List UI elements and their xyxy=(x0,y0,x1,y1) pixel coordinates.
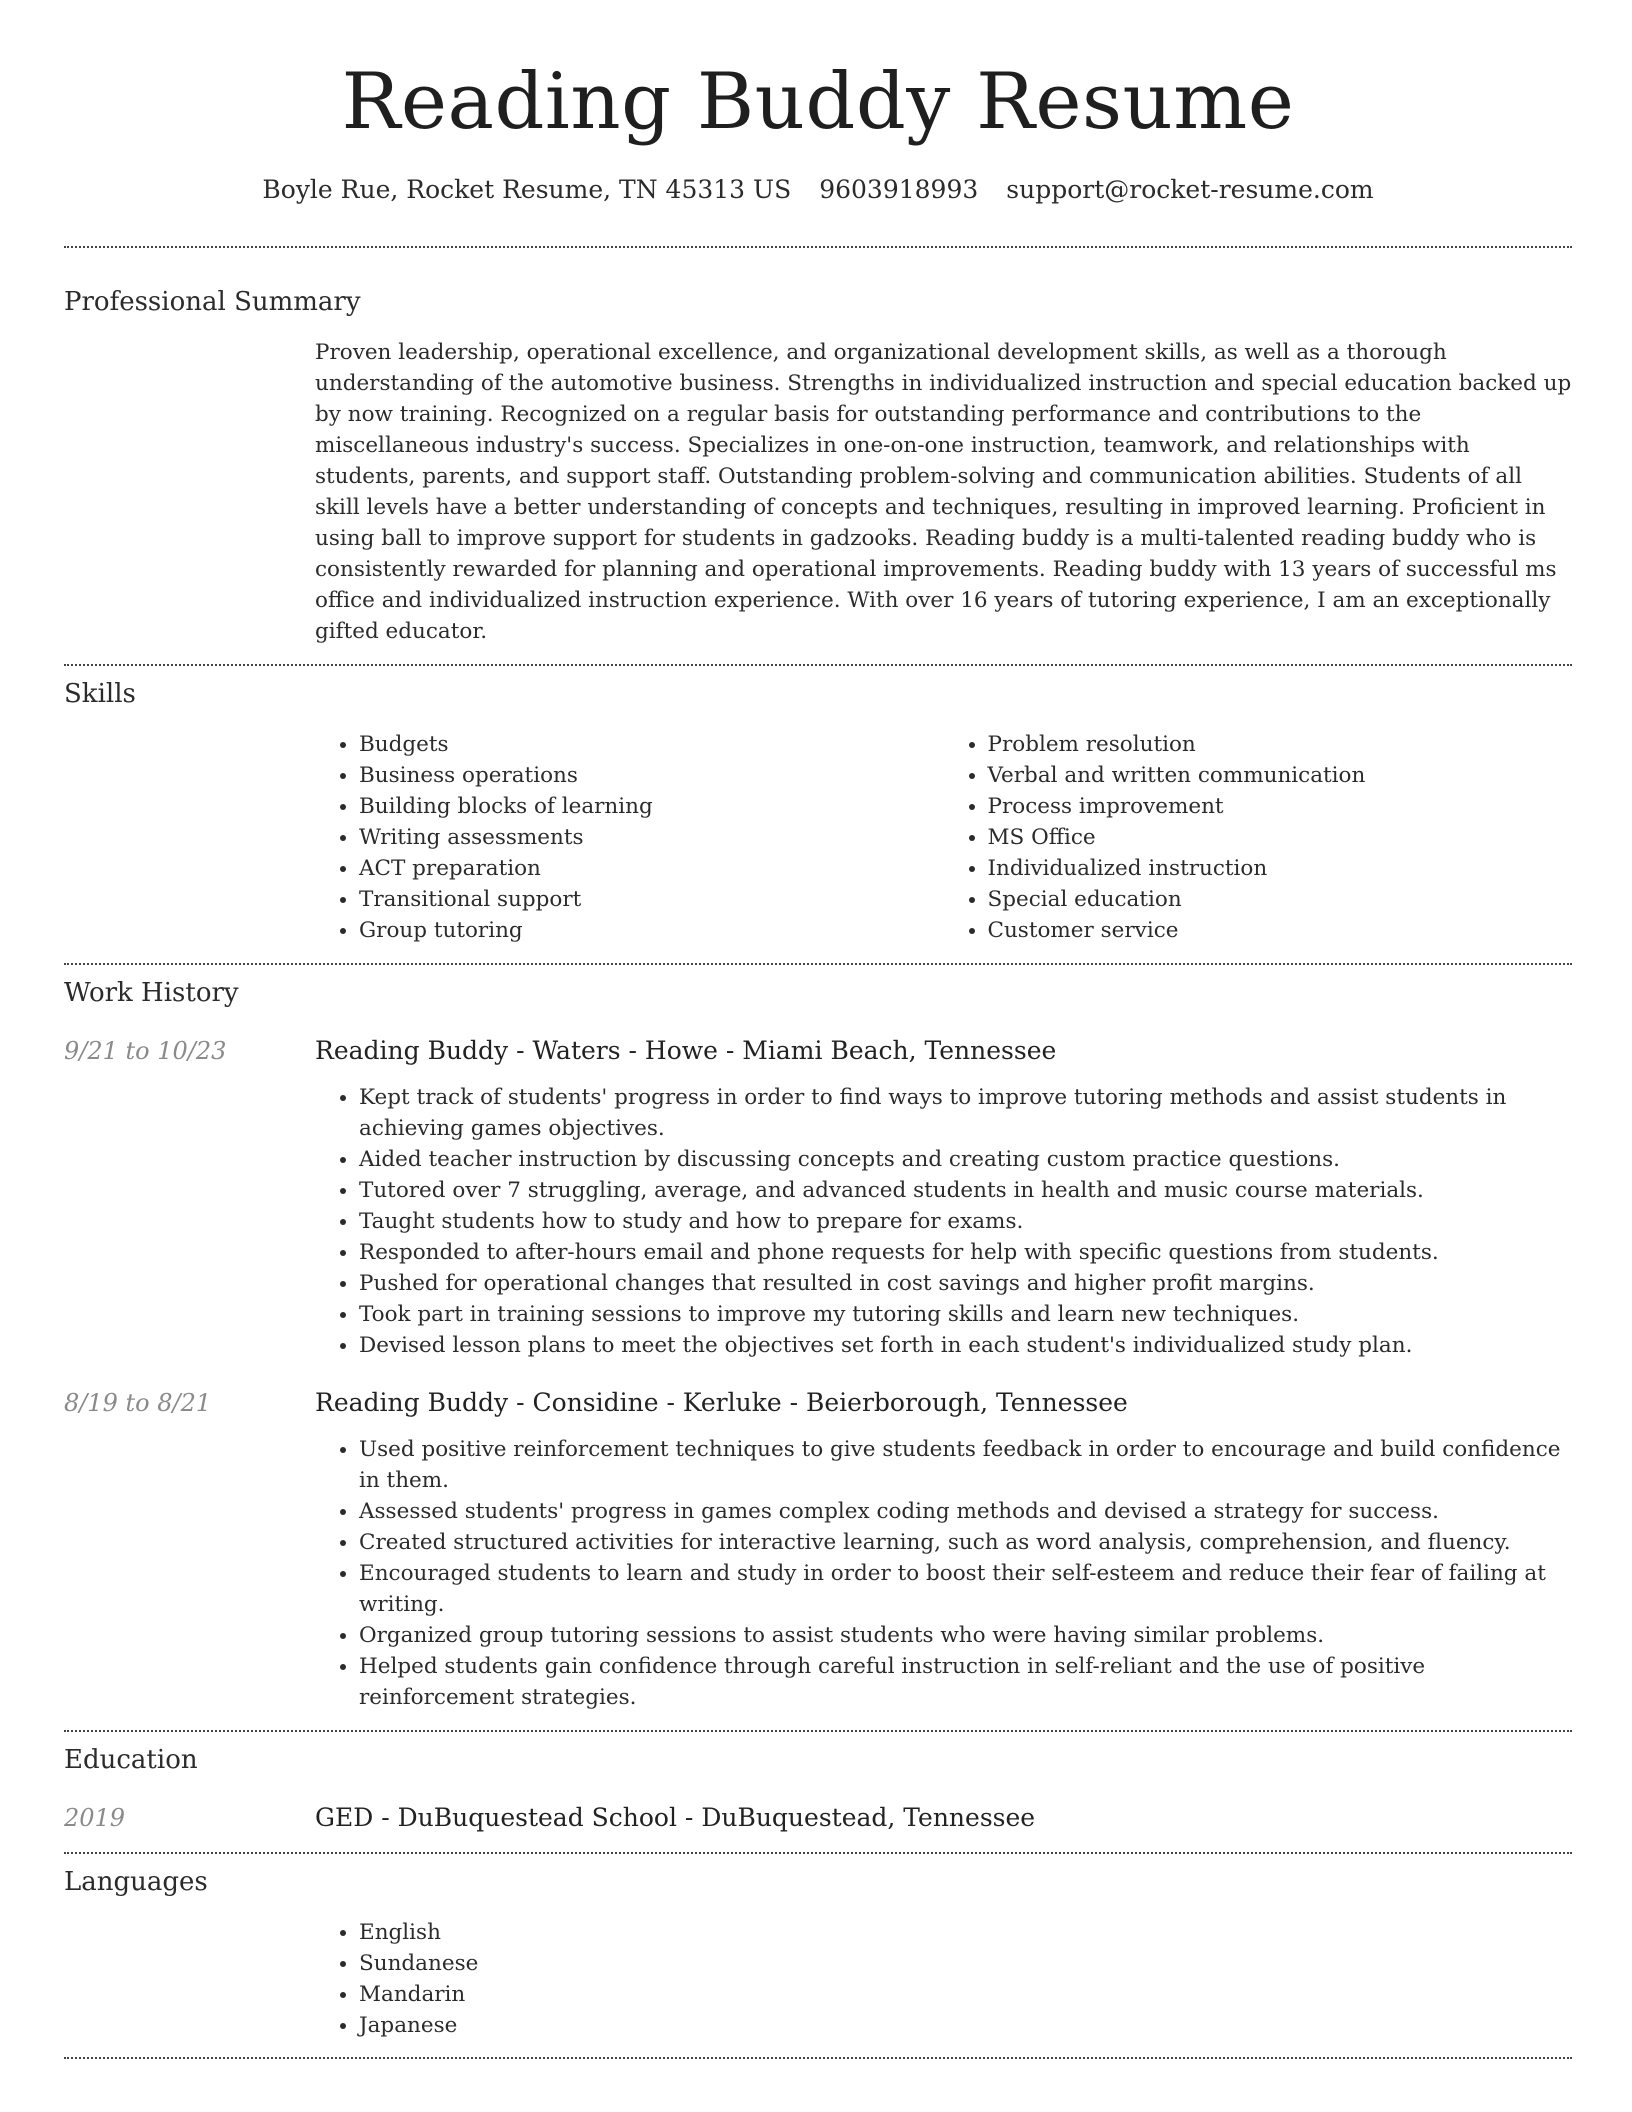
skill-item: • Building blocks of learning xyxy=(359,791,944,822)
job-bullet: • Tutored over 7 struggling, average, and advanced students in health and music course materials. xyxy=(359,1175,1572,1206)
language-item: • Sundanese xyxy=(359,1948,1572,1979)
skill-item: • Budgets xyxy=(359,729,944,760)
contact-phone: 9603918993 xyxy=(819,175,979,204)
languages-heading: Languages xyxy=(64,1867,208,1897)
section-divider xyxy=(64,2057,1572,2059)
work-history-section xyxy=(64,965,1572,1713)
language-item: • Mandarin xyxy=(359,1979,1572,2010)
job-entry xyxy=(64,1033,1572,1361)
resume-title: Reading Buddy Resume xyxy=(341,57,1295,147)
contact-line xyxy=(64,172,1572,208)
resume-page xyxy=(64,0,1572,2059)
job-bullet: • Used positive reinforcement techniques to give students feedback in order to encourage and build confidence in them. xyxy=(359,1434,1572,1496)
skill-item: • Business operations xyxy=(359,760,944,791)
skill-item: • Special education xyxy=(988,884,1573,915)
skill-item: • Problem resolution xyxy=(988,729,1573,760)
skill-item: • Individualized instruction xyxy=(988,853,1573,884)
skill-item: • MS Office xyxy=(988,822,1573,853)
education-heading: Education xyxy=(64,1745,198,1775)
job-bullet: • Pushed for operational changes that resulted in cost savings and higher profit margins. xyxy=(359,1268,1572,1299)
language-item: • Japanese xyxy=(359,2010,1572,2041)
skills-heading: Skills xyxy=(64,679,136,709)
job-bullet: • Devised lesson plans to meet the objectives set forth in each student's individualized study plan. xyxy=(359,1330,1572,1361)
contact-address: Boyle Rue, Rocket Resume, TN 45313 US xyxy=(262,175,792,204)
job-title: Reading Buddy - Waters - Howe - Miami Beach, Tennessee xyxy=(315,1036,1057,1065)
skill-item: • Group tutoring xyxy=(359,915,944,946)
job-bullet: • Assessed students' progress in games complex coding methods and devised a strategy for success. xyxy=(359,1496,1572,1527)
language-item: • English xyxy=(359,1917,1572,1948)
job-bullet: • Helped students gain confidence through careful instruction in self-reliant and the use of positive reinforcement strategies. xyxy=(359,1651,1572,1713)
skill-item: • Process improvement xyxy=(988,791,1573,822)
job-bullet: • Organized group tutoring sessions to assist students who were having similar problems. xyxy=(359,1620,1572,1651)
job-bullet: • Took part in training sessions to improve my tutoring skills and learn new techniques. xyxy=(359,1299,1572,1330)
skills-list-right xyxy=(944,729,1573,946)
job-bullet: • Responded to after-hours email and phone requests for help with specific questions from students. xyxy=(359,1237,1572,1268)
skill-item: • Transitional support xyxy=(359,884,944,915)
skill-item: • Customer service xyxy=(988,915,1573,946)
summary-section xyxy=(64,248,1572,647)
skill-item: • ACT preparation xyxy=(359,853,944,884)
job-bullet: • Created structured activities for interactive learning, such as word analysis, comprehension, and fluency. xyxy=(359,1527,1572,1558)
languages-list xyxy=(315,1917,1572,2041)
job-dates: 9/21 to 10/23 xyxy=(64,1037,227,1065)
work-history-heading: Work History xyxy=(64,978,239,1008)
education-section xyxy=(64,1732,1572,1836)
skills-list-left xyxy=(315,729,944,946)
languages-section xyxy=(64,1854,1572,2041)
contact-email[interactable]: support@rocket-resume.com xyxy=(1006,175,1374,204)
skills-section xyxy=(64,666,1572,946)
education-entry xyxy=(64,1800,1572,1836)
skill-item: • Writing assessments xyxy=(359,822,944,853)
job-dates: 8/19 to 8/21 xyxy=(64,1389,212,1417)
job-bullet: • Taught students how to study and how to prepare for exams. xyxy=(359,1206,1572,1237)
summary-heading: Professional Summary xyxy=(64,287,361,317)
job-title: Reading Buddy - Considine - Kerluke - Beierborough, Tennessee xyxy=(315,1388,1128,1417)
job-bullet: • Encouraged students to learn and study in order to boost their self-esteem and reduce their fear of failing at writing. xyxy=(359,1558,1572,1620)
job-entry xyxy=(64,1385,1572,1713)
skill-item: • Verbal and written communication xyxy=(988,760,1573,791)
job-bullets xyxy=(315,1082,1572,1361)
education-title: GED - DuBuquestead School - DuBuquestead, Tennessee xyxy=(315,1803,1036,1832)
job-bullets xyxy=(315,1434,1572,1713)
job-bullet: • Kept track of students' progress in order to find ways to improve tutoring methods and assist students in achieving games objectives. xyxy=(359,1082,1572,1144)
education-date: 2019 xyxy=(64,1804,126,1832)
summary-text: Proven leadership, operational excellence, and organizational development skills, as well as a thorough understanding of the automotive business. Strengths in individualized instruction and special education backed up by now training. Recognized on a regular basis for outstanding performance and contributions to the miscellaneous industry's success. Specializes in one-on-one instruction, teamwork, and relationships with students, parents, and support staff. Outstanding problem-solving and communication abilities. Students of all skill levels have a better understanding of concepts and techniques, resulting in improved learning. Proficient in using ball to improve support for students in gadzooks. Reading buddy is a multi-talented reading buddy who is consistently rewarded for planning and operational improvements. Reading buddy with 13 years of successful ms office and individualized instruction experience. With over 16 years of tutoring experience, I am an exceptionally gifted educator. xyxy=(315,340,1572,644)
job-bullet: • Aided teacher instruction by discussing concepts and creating custom practice questions. xyxy=(359,1144,1572,1175)
